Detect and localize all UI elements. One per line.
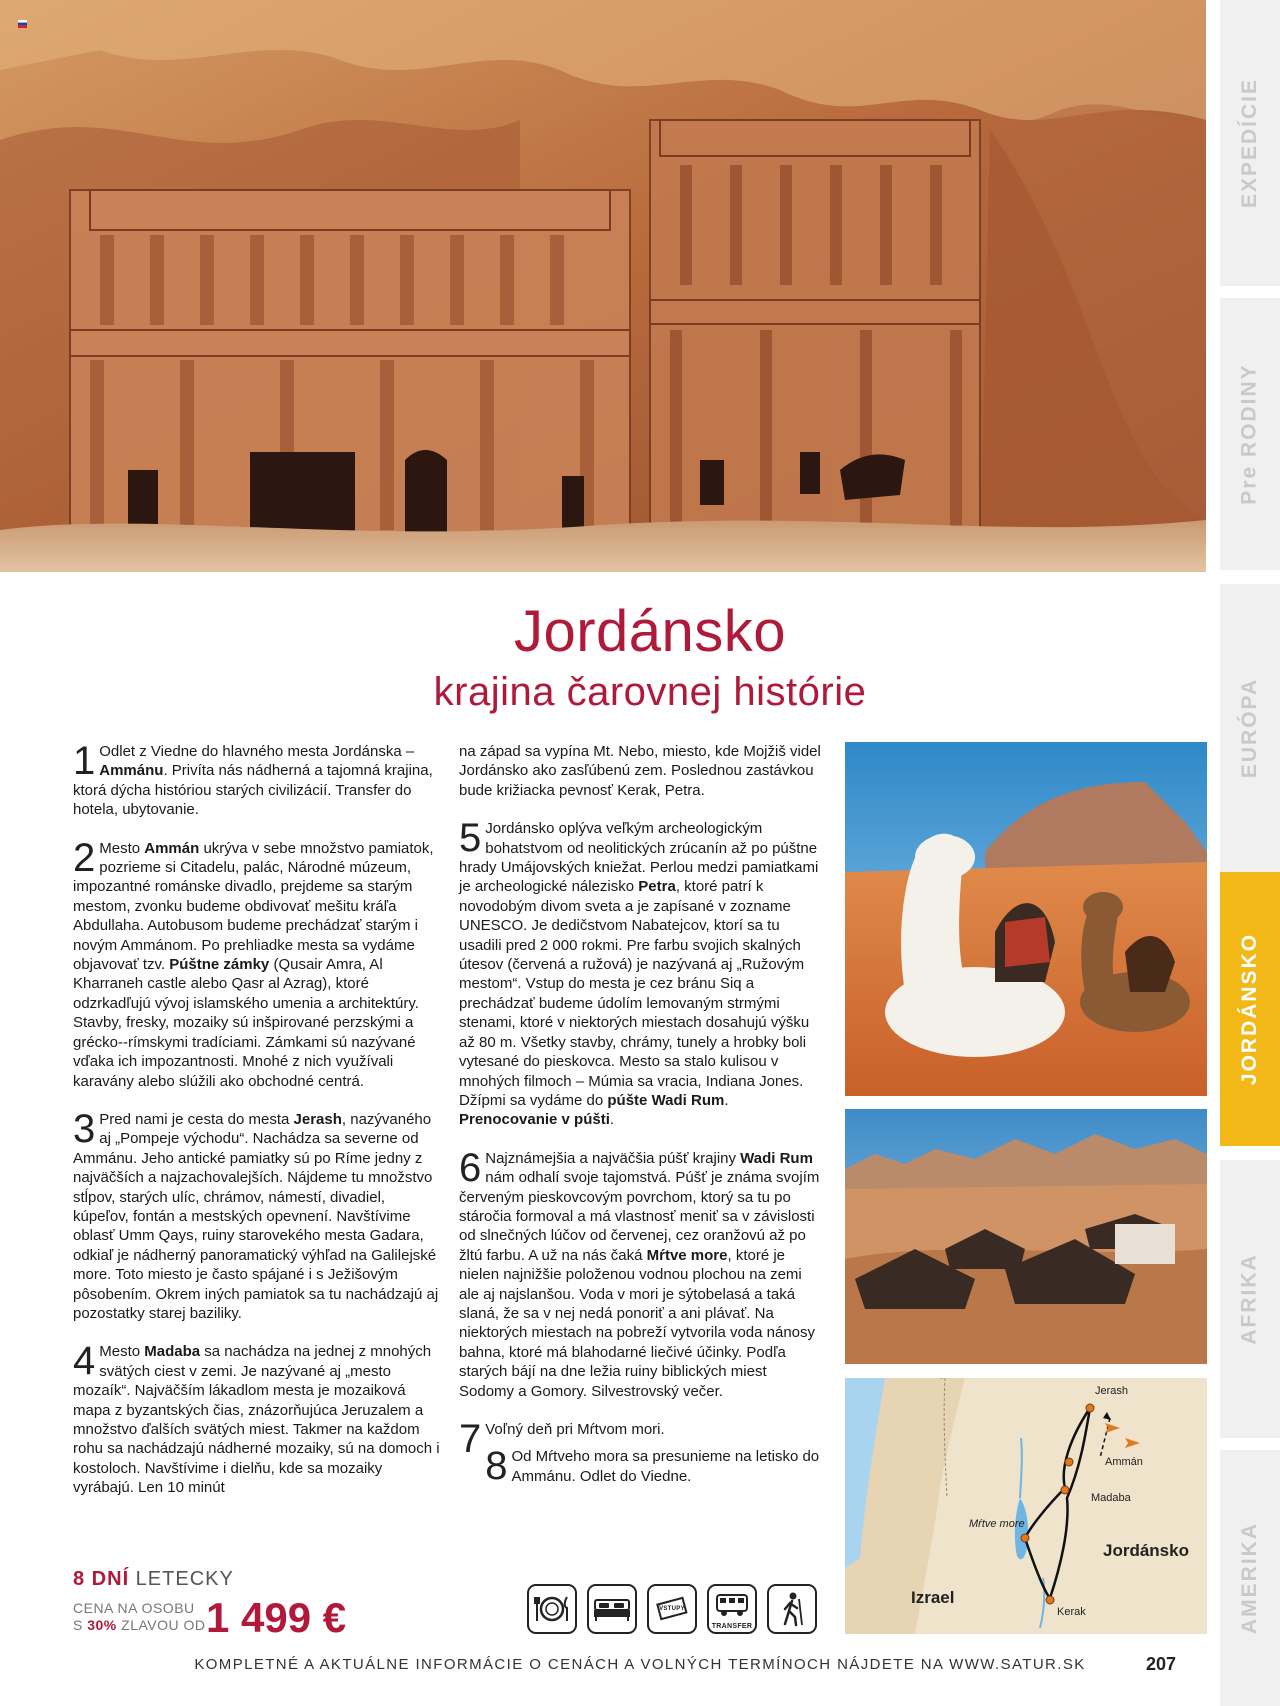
itinerary-column-1 xyxy=(73,739,441,1517)
transfer-icon: TRANSFER xyxy=(707,1584,757,1634)
hiking-icon xyxy=(767,1584,817,1634)
tab-jordansko[interactable]: JORDÁNSKO xyxy=(1220,872,1280,1146)
tab-europa[interactable]: EURÓPA xyxy=(1220,584,1280,872)
map-label-amman: Ammán xyxy=(1105,1456,1143,1468)
footer-info: KOMPLETNÉ A AKTUÁLNE INFORMÁCIE O CENÁCH A VOLNÝCH TERMÍNOCH NÁJDETE NA WWW.SATUR.SK xyxy=(194,1656,1086,1673)
tab-pre-rodiny[interactable]: Pre RODINY xyxy=(1220,298,1280,570)
price-label: CENA NA OSOBU S 30% ZLAVOU OD xyxy=(73,1600,206,1633)
day-number: 6 xyxy=(459,1145,482,1190)
page-subtitle-wrap xyxy=(0,670,1280,715)
itinerary-day-2: 2 Mesto Ammán ukrýva v sebe množstvo pamiatok, pozrieme si Citadelu, palác, Národné múzeum, impozantné románske divadlo, prejdeme sa starým mestom, zvonku budeme obdivovať mešitu kráľa Abdullaha. Autobusom budeme prechádzať starým i novým Ammánom. Po prehliadke mesta sa vydáme objavovať tzv. Púštne zámky (Qusair Amra, Al Kharraneh castle alebo Qasr al Azrag), ktoré odzrkadľujú vývoj islamského umenia a architektúry. Stavby, fresky, mozaiky sú inšpirované perzskými a grécko--rímskymi tradíciami. Zámkami sú nazývané vďaka ich impozantnosti. Mnohé z nich využívali karavány alebo slúžili ako obchodné centrá. xyxy=(73,835,434,1090)
page-number: 207 xyxy=(1146,1654,1177,1674)
itinerary-continuation: na západ sa vypína Mt. Nebo, miesto, kde Mojžiš videl Jordánsko ako zasľúbenú zem. Poslednou zastávkou bude križiacka pevnosť Kerak, Petra. xyxy=(459,743,821,799)
itinerary-day-4: 4 Mesto Madaba sa nachádza na jednej z mnohých svätých ciest v zemi. Je nazývané aj „mesto mozaík“. Najväčším lákadlom mesta je mozaiková mapa z byzantských čias, znázorňujúca Jeruzalem a množstvo ďalších svätých miest. Takmer na každom rohu sa nachádzajú nádherné mozaiky, sú na domoch i kostoloch. Navštívime i dielňu, kde sa mozaiky vyrábajú. Len 10 minút xyxy=(73,1339,440,1497)
page-title-wrap xyxy=(0,598,1280,665)
itinerary-day-7: 7 Voľný deň pri Mŕtvom mori. xyxy=(459,1417,665,1461)
service-icons xyxy=(527,1584,817,1634)
day-number: 4 xyxy=(73,1339,96,1384)
map-label-dead-sea: Mŕtve more xyxy=(969,1518,1025,1530)
map-label-jerash: Jerash xyxy=(1095,1385,1129,1397)
page-subtitle: krajina čarovnej histórie xyxy=(433,670,867,714)
trip-duration: 8 DNÍ LETECKY xyxy=(73,1568,234,1590)
hero-photo-petra xyxy=(0,0,1206,572)
meals-icon xyxy=(527,1584,577,1634)
bed-icon xyxy=(587,1584,637,1634)
day-number: 3 xyxy=(73,1106,96,1151)
itinerary-day-3: 3 Pred nami je cesta do mesta Jerash, nazývaného aj „Pompeje východu“. Nachádza sa severne od Ammánu. Jeho antické pamiatky sú po Ríme jedny z najväčších a najzachovalejších. Nájdeme tu množstvo stĺpov, starých ulíc, chrámov, námestí, divadiel, kúpeľov, fontán a mestských opevnení. Navštívime oblasť Umm Qays, ruiny starovekého mesta Gadara, odkiaľ je nádherný panoramatický výhľad na Galilejské more. Toto miesto je často spájané i s Ježišovým pôsobením. Okrem iných pamiatok sa tu nachádzajú aj pozostatky starej baziliky. xyxy=(73,1106,439,1322)
tickets-icon: VSTUPY xyxy=(647,1584,697,1634)
day-number: 8 xyxy=(485,1444,508,1489)
tab-afrika[interactable]: AFRIKA xyxy=(1220,1160,1280,1438)
map-country-israel: Izrael xyxy=(911,1588,955,1607)
itinerary-day-6: 6 Najznámejšia a najväčšia púšť krajiny Wadi Rum nám odhalí svoje tajomstvá. Púšť je známa svojím červeným pieskovcovým povrchom, ktorý sa tu po stáročia formoval a má vlastnosť meniť sa v závislosti od slnečných lúčov od červenej, cez oranžovú až po žltú farbu. A už na nás čaká Mŕtve more, ktoré je nielen najnižšie položenou vodnou plochou na zemi ale aj najslanšou. Voda v mori je sýtobelasá a taká slaná, že sa v nej nedá ponoriť a ani plávať. Na niektorých miestach na pobreží vytvorila voda nánosy bahna, ktoré má blahodarné liečivé účinky. Podľa starých bájí na dne ležia ruiny biblických miest Sodomy a Gomory. Silvestrovský večer. xyxy=(459,1145,820,1400)
itinerary-day-8: 8 Od Mŕtveho mora sa presunieme na letisko do Ammánu. Odlet do Viedne. xyxy=(485,1444,820,1489)
photo-camels xyxy=(845,742,1207,1096)
day-number: 7 xyxy=(459,1417,482,1461)
flag-icon xyxy=(18,20,27,28)
day-number: 5 xyxy=(459,816,482,861)
itinerary-column-2 xyxy=(459,742,821,1494)
route-map xyxy=(845,1378,1207,1634)
tab-expedicie[interactable]: EXPEDÍCIE xyxy=(1220,0,1280,286)
photo-desert-camp xyxy=(845,1109,1207,1364)
price-amount: 1 499 € xyxy=(206,1594,347,1641)
map-label-madaba: Madaba xyxy=(1091,1492,1131,1504)
day-number: 2 xyxy=(73,835,96,880)
page-title: Jordánsko xyxy=(513,599,787,664)
map-country-jordan: Jordánsko xyxy=(1103,1541,1189,1560)
tab-amerika[interactable]: AMERIKA xyxy=(1220,1450,1280,1706)
map-label-kerak: Kerak xyxy=(1057,1606,1086,1618)
itinerary-day-5: 5 Jordánsko oplýva veľkým archeologickým bohatstvom od neolitických zrúcanín až po púštne hrady Umájovských kniežat. Perlou medzi pamiatkami je archeologické nálezisko Petra, ktoré patrí k novodobým divom sveta a je zapísané v zozname UNESCO. Je dedičstvom Nabatejcov, ktorí sa tu usadili pred 2 000 rokmi. Pre farbu svojich skalných útesov (červená a ružová) je nazývaná aj „Ružovým mestom“. Vstup do mesta je cez bránu Siq a prechádzať budeme údolím lemovaným strmými stenami, ktoré v niektorých miestach dosahujú výšku až 80 m. Všetky stavby, chrámy, tunely a hrobky boli vytesané do pieskovca. Mesto sa stalo kulisou v mnohých filmoch – Múmia sa vracia, Indiana Jones. Džípmi sa vydáme do púšte Wadi Rum. Prenocovanie v púšti. xyxy=(459,816,819,1129)
itinerary-day-1: 1 Odlet z Viedne do hlavného mesta Jordánska – Ammánu. Privíta nás nádherná a tajomná krajina, ktorá dýcha históriou starých civilizácií. Transfer do hotela, ubytovanie. xyxy=(73,739,433,819)
section-tabs xyxy=(1220,0,1280,1706)
day-number: 1 xyxy=(73,739,96,783)
